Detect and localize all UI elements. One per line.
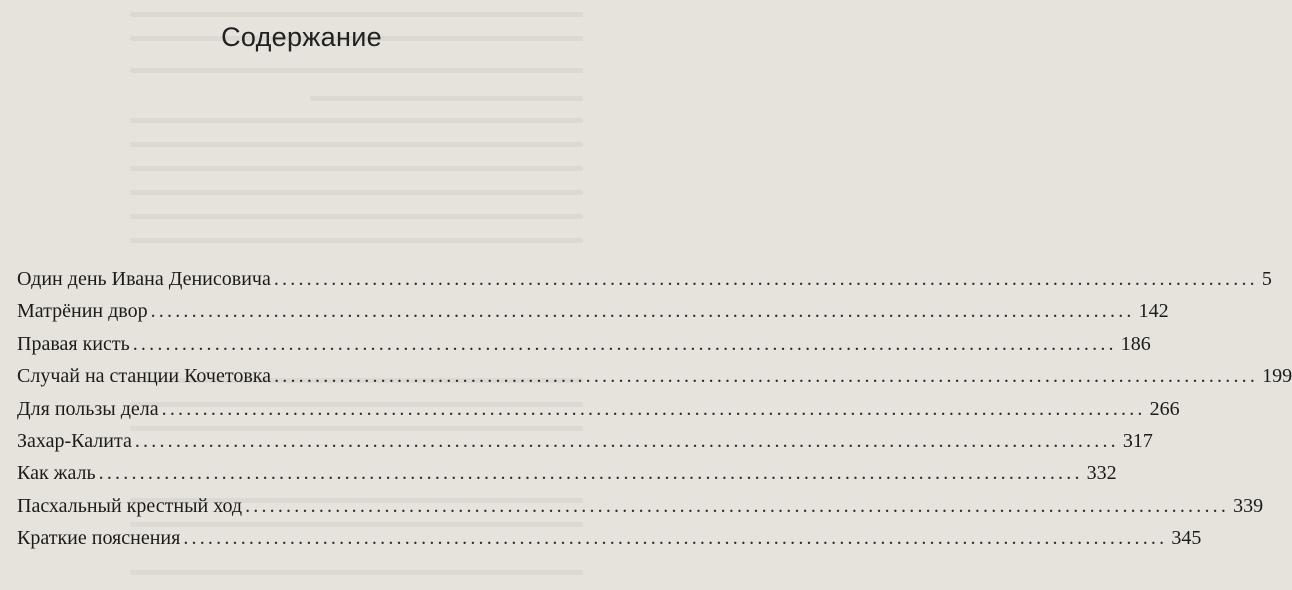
toc-entry-page-number: 186 xyxy=(1120,332,1151,355)
toc-entry-page-number: 142 xyxy=(1138,300,1169,323)
dot-leader: ........................................................................................................................ xyxy=(161,397,1146,420)
toc-entry xyxy=(17,360,1292,392)
toc-entry-title: Краткие пояснения xyxy=(17,527,181,550)
toc-entry-title: Пасхальный крестный ход xyxy=(17,494,243,517)
toc-entry xyxy=(17,425,1153,457)
dot-leader: ........................................................................................................................ xyxy=(245,494,1230,517)
toc-entry-page-number: 199 xyxy=(1262,365,1292,388)
toc-entry xyxy=(17,263,1272,295)
toc-entry-title: Матрёнин двор xyxy=(17,300,148,323)
toc-entry xyxy=(17,457,1117,489)
dot-leader: ........................................................................................................................ xyxy=(274,365,1259,388)
toc-entry-title: Случай на станции Кочетовка xyxy=(17,365,272,388)
toc-entry-title: Как жаль xyxy=(17,462,96,485)
dot-leader: ........................................................................................................................ xyxy=(132,332,1117,355)
toc-entry-title: Для пользы дела xyxy=(17,397,159,420)
toc-entry xyxy=(17,393,1180,425)
toc-entry-page-number: 339 xyxy=(1233,494,1264,517)
toc-entry-title: Правая кисть xyxy=(17,332,130,355)
toc-entry xyxy=(17,522,1202,554)
toc-entry-page-number: 317 xyxy=(1122,429,1153,452)
toc-entry-title: Один день Ивана Денисовича xyxy=(17,268,271,290)
toc-entry-title: Захар-Калита xyxy=(17,429,132,452)
dot-leader: ........................................................................................................................ xyxy=(183,527,1168,550)
toc-entry xyxy=(17,490,1264,522)
toc-entry-page-number: 266 xyxy=(1149,397,1180,420)
toc-entry-page-number: 332 xyxy=(1086,462,1117,485)
dot-leader: ........................................................................................................................ xyxy=(150,300,1135,323)
page-title: Содержание xyxy=(221,22,382,52)
dot-leader: ........................................................................................................................ xyxy=(273,268,1258,290)
dot-leader: ........................................................................................................................ xyxy=(98,462,1083,485)
toc-entry-page-number: 5 xyxy=(1261,268,1272,290)
toc-entry xyxy=(17,295,1169,327)
table-of-contents xyxy=(17,263,1292,555)
toc-entry xyxy=(17,328,1151,360)
dot-leader: ........................................................................................................................ xyxy=(134,429,1119,452)
toc-entry-page-number: 345 xyxy=(1171,527,1202,550)
